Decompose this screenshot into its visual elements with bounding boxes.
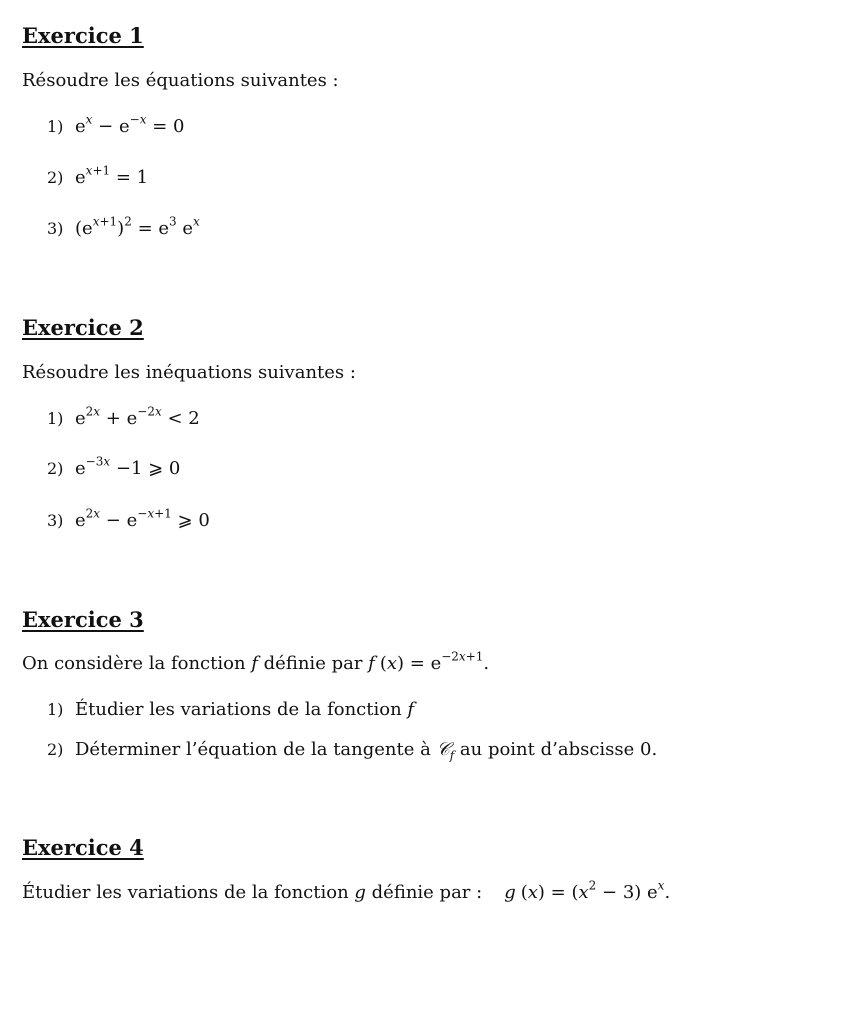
item-number: 3) (47, 511, 64, 530)
exercise-1-item-1 (47, 114, 184, 140)
exercise-1-title: Exercice 1 (22, 23, 144, 48)
exercise-2-item-3 (47, 508, 210, 534)
inequation: $e^{2x} + e^{-2x} < 2$ (75, 404, 200, 429)
inequation: $e^{2x} - e^{-x+1}$ ⩾ 0 (75, 506, 210, 531)
item-number: 2) (47, 459, 64, 478)
exercise-3-intro: On considère la fonction f définie par f $(x) = e^{-2x+1}$. (22, 649, 490, 674)
item-number: 1) (47, 700, 64, 719)
exercise-3-item-2 (47, 737, 657, 769)
item-text: Étudier les variations de la fonction f (75, 699, 415, 720)
equation: $(e^{x+1})^2 = e^3$ $e^x$ (75, 214, 200, 239)
item-number: 3) (47, 219, 64, 238)
exercise-3-title: Exercice 3 (22, 607, 144, 632)
exercise-4-intro: Étudier les variations de la fonction g définie par : g $(x) = (x^2 - 3)$ $e^x$. (22, 878, 671, 903)
item-number: 2) (47, 740, 64, 759)
exercise-2-item-1 (47, 406, 200, 432)
exercise-1-item-2 (47, 165, 148, 191)
inequation: $e^{-3x} -1$ ⩾ 0 (75, 454, 181, 479)
item-number: 1) (47, 117, 64, 136)
exercise-3-item-1 (47, 697, 414, 723)
item-number: 2) (47, 168, 64, 187)
exercise-1-item-3 (47, 216, 200, 242)
exercise-2-intro: Résoudre les inéquations suivantes : (22, 362, 356, 383)
item-text: Déterminer l’équation de la tangente à 𝒞$_f$ au point d’abscisse 0. (75, 739, 658, 763)
item-number: 1) (47, 409, 64, 428)
exercise-4-title: Exercice 4 (22, 835, 144, 860)
exercise-2-item-2 (47, 456, 180, 482)
equation: $e^{x+1} = 1$ (75, 163, 149, 188)
exercise-2-title: Exercice 2 (22, 315, 144, 340)
exercise-1-intro: Résoudre les équations suivantes : (22, 70, 339, 91)
equation: $e^x - e^{-x} = 0$ (75, 112, 185, 137)
